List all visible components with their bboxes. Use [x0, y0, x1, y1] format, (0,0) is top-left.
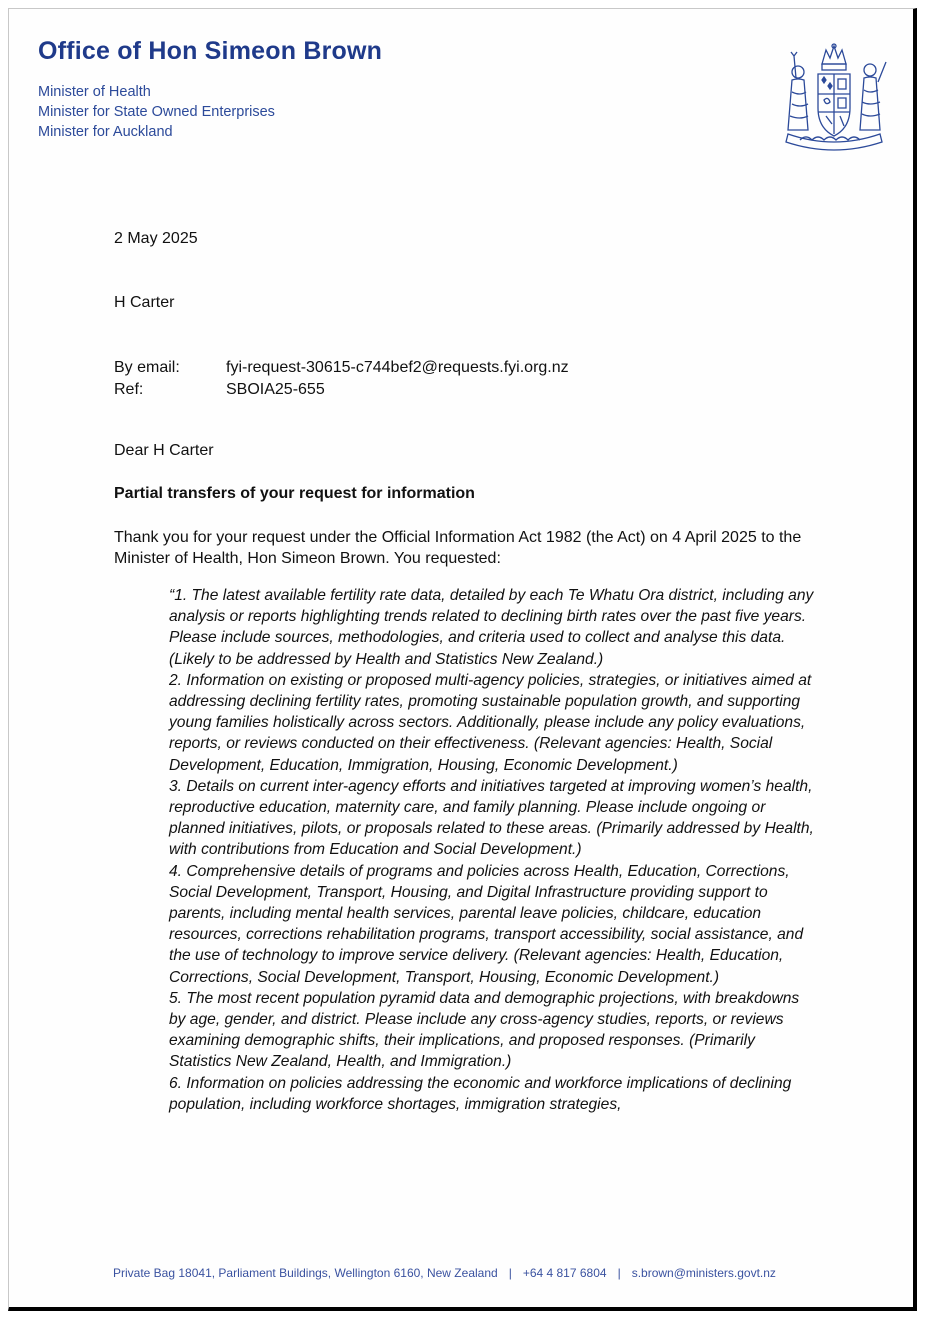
request-item: 2. Information on existing or proposed multi-agency policies, strategies, or initiatives aimed at addressing declining fertility rates, promoting sustainable population growth, and supporting young families holistically across sectors. Additionally, please include any policy evaluations, reports, or reviews conducted on their effectiveness. (Relevant agencies: Health, Social Development, Education, Immigration, Housing, Economic Development.): [169, 671, 812, 774]
request-item: 4. Comprehensive details of programs and policies across Health, Education, Corrections, Social Development, Transport, Housing, and Digital Infrastructure providing support to parents, including mental health services, parental leave policies, childcare, education resources, corrections rehabilitation programs, transport accessibility, social assistance, and the use of technology to improve service delivery. (Relevant agencies: Health, Education, Corrections, Social Development, Transport, Housing, Economic Development.): [169, 862, 804, 986]
footer-address: Private Bag 18041, Parliament Buildings, Wellington 6160, New Zealand: [113, 1266, 498, 1280]
footer-separator: |: [508, 1266, 512, 1280]
footer-separator: |: [617, 1266, 621, 1280]
by-email-label: By email:: [114, 359, 180, 376]
portfolio-item: Minister for State Owned Enterprises: [38, 104, 275, 120]
intro-paragraph: Thank you for your request under the Official Information Act 1982 (the Act) on 4 April 2025 to the Minister of Health, Hon Simeon Brown. You requested:: [114, 529, 802, 567]
ref-row: [114, 379, 569, 401]
portfolio-item: Minister of Health: [38, 84, 151, 100]
footer-email: s.brown@ministers.govt.nz: [631, 1266, 776, 1280]
request-item: 5. The most recent population pyramid data and demographic projections, with breakdowns by age, gender, and district. Please include any cross-agency studies, reports, or reviews examining demographic shifts, their implications, and proposed responses. (Primarily Statistics New Zealand, Health, and Immigration.): [169, 989, 800, 1071]
request-item: 3. Details on current inter-agency efforts and initiatives targeted at improving women’s health, reproductive education, maternity care, and family planning. Please include ongoing or planned initiatives, pilots, or proposals related to these areas. (Primarily addressed by Health, with contributions from Education and Social Development.): [169, 777, 814, 859]
letter-footer: [113, 1266, 776, 1280]
nz-coat-of-arms-icon: [770, 42, 898, 162]
letter-date: 2 May 2025: [114, 230, 198, 247]
contact-meta: [114, 357, 569, 401]
letter-page: [8, 8, 917, 1311]
by-email-value: fyi-request-30615-c744bef2@requests.fyi.org.nz: [226, 359, 569, 376]
request-item: 6. Information on policies addressing the economic and workforce implications of declining population, including workforce shortages, immigration strategies,: [169, 1074, 792, 1113]
request-item: “1. The latest available fertility rate data, detailed by each Te Whatu Ora district, including any analysis or reports highlighting trends related to declining birth rates over the past five years. Please include sources, methodologies, and criteria used to collect and analyse this data. (Likely to be addressed by Health and Statistics New Zealand.): [169, 587, 814, 668]
portfolio-list: [38, 82, 275, 142]
footer-phone: +64 4 817 6804: [522, 1266, 607, 1280]
request-quote: [169, 585, 819, 1115]
salutation: Dear H Carter: [114, 442, 214, 459]
ref-label: Ref:: [114, 381, 144, 398]
office-title: Office of Hon Simeon Brown: [38, 37, 383, 65]
letter-subject: Partial transfers of your request for information: [114, 485, 475, 502]
recipient-name: H Carter: [114, 294, 175, 311]
portfolio-item: Minister for Auckland: [38, 124, 173, 140]
email-row: [114, 357, 569, 379]
ref-value: SBOIA25-655: [226, 381, 325, 398]
